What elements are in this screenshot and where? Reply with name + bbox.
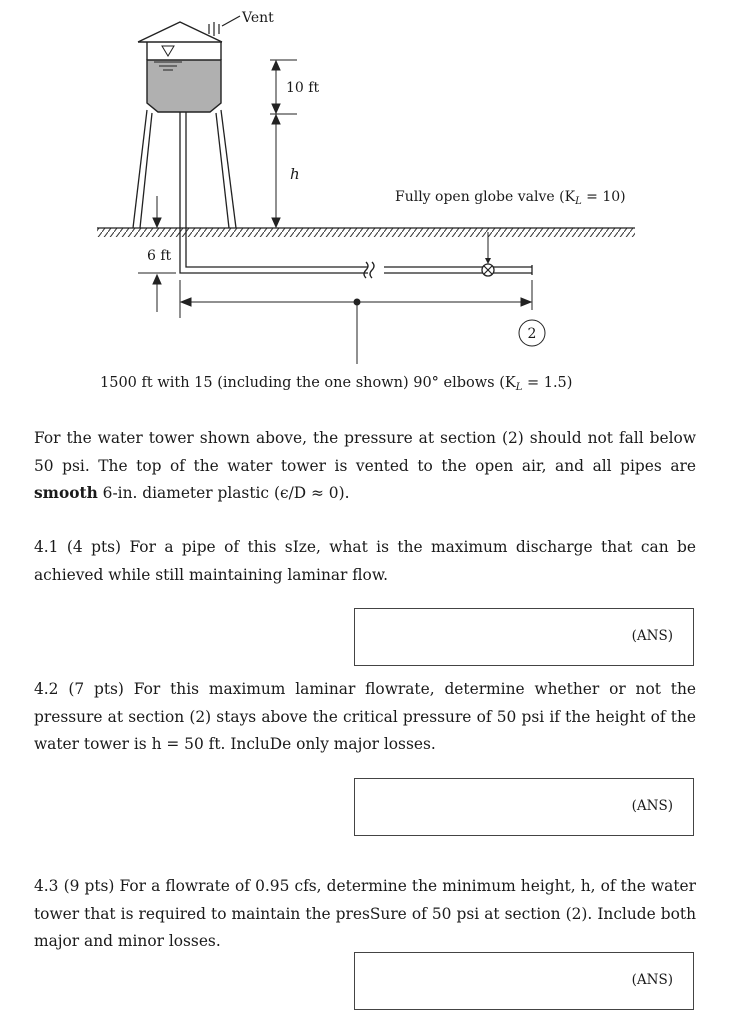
valve-label: Fully open globe valve $(K_L = 10)$ bbox=[395, 189, 626, 207]
globe-valve bbox=[482, 232, 494, 276]
answer-box-4-1[interactable] bbox=[354, 608, 694, 666]
vent-label: Vent bbox=[242, 10, 274, 26]
height-10ft-label: 10 ft bbox=[286, 80, 320, 96]
tank bbox=[147, 46, 221, 112]
question-4-3: 4.3 (9 pts) For a flowrate of 0.95 cfs, determine the minimum height, h, of the water tower that is required to maintain the presSure of 50 psi at section (2). Include both major and minor losses. bbox=[34, 877, 696, 950]
answer-box-4-2[interactable] bbox=[354, 778, 694, 836]
water-tower-figure bbox=[0, 0, 733, 400]
question-4-2: 4.2 (7 pts) For this maximum laminar flowrate, determine whether or not the pressure at section (2) stays above the critical pressure of 50 psi if the height of the water tower is h = 50 ft. IncluDe only major losses. bbox=[34, 680, 696, 753]
answer-label: (ANS) bbox=[631, 798, 673, 814]
problem-statement: For the water tower shown above, the pressure at section (2) should not fall below 50 psi. The top of the water tower is vented to the open air, and all pipes are smooth 6-in. diameter plastic (ϵ/D ≈ 0). bbox=[34, 429, 696, 502]
svg-text:2: 2 bbox=[527, 326, 537, 342]
answer-label: (ANS) bbox=[631, 972, 673, 988]
answer-box-4-3[interactable] bbox=[354, 952, 694, 1010]
length-dimension bbox=[180, 280, 532, 364]
question-4-1: 4.1 (4 pts) For a pipe of this sIze, what is the maximum discharge that can be achieved while still maintaining laminar flow. bbox=[34, 538, 696, 584]
vent-pipe bbox=[209, 16, 240, 36]
ground bbox=[97, 228, 635, 237]
section-2-marker bbox=[519, 320, 545, 346]
height-h-label: h bbox=[290, 165, 300, 183]
depth-label: 6 ft bbox=[147, 248, 172, 264]
tower-legs bbox=[133, 110, 236, 228]
pipe-length-label: 1500 ft with 15 (including the one shown) 90° elbows $(K_L = 1.5)$ bbox=[100, 375, 573, 393]
answer-label: (ANS) bbox=[631, 628, 673, 644]
